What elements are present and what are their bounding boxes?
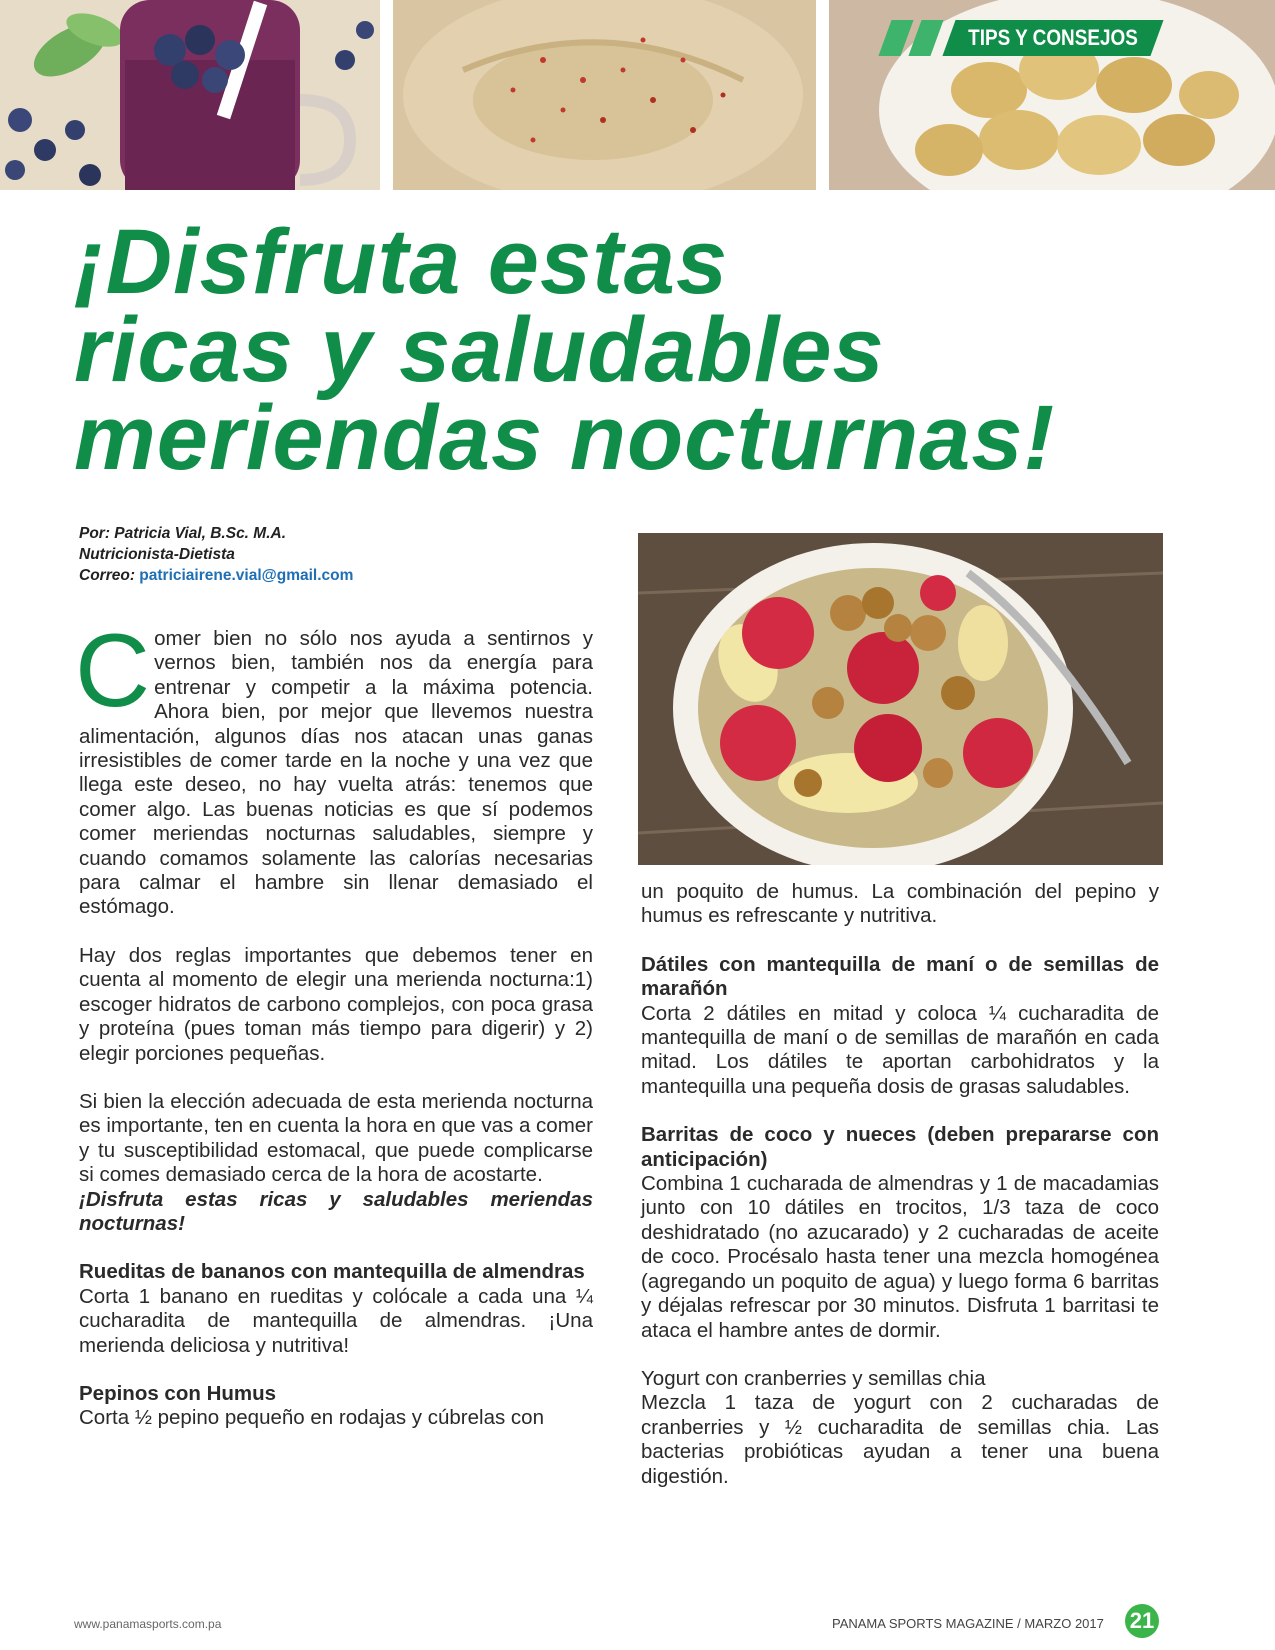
drop-cap: C	[75, 613, 151, 729]
page-number: 21	[1125, 1604, 1159, 1638]
left-column	[75, 613, 593, 1455]
headline	[74, 211, 1264, 489]
section-tab-label: TIPS Y CONSEJOS	[968, 25, 1138, 50]
snack-item-continued: un poquito de humus. La combinación del pepino y humus es refrescante y nutritiva.	[641, 880, 1159, 928]
snack-item	[79, 1382, 593, 1431]
rules-paragraph: Hay dos reglas importantes que debemos tener en cuenta al momento de elegir una merienda nocturna:1) escoger hidratos de carbono complejos, con poca grasa y proteína (pues toman más tiempo para digerir) y 2) elegir porciones pequeñas.	[79, 943, 593, 1065]
author-role: Nutricionista-Dietista	[79, 546, 235, 563]
right-column	[641, 880, 1159, 1513]
timing-text: Si bien la elección adecuada de esta merienda nocturna es importante, ten en cuenta la hora en que vas a comer y tu susceptibilidad estomacal, que puede complicarse si comes demasiado cerca de la hora de acostarte.	[79, 1089, 593, 1187]
headline-line: meriendas nocturnas!	[74, 387, 1056, 489]
snack-text: Mezcla 1 taza de yogurt con 2 cucharadas de cranberries y ½ cucharadita de semillas chia. Las bacterias probióticas ayudan a tener una buena digestión.	[641, 1391, 1159, 1488]
snack-title: Pepinos con Humus	[79, 1381, 277, 1405]
intro-text: omer bien no sólo nos ayuda a sentirnos y vernos bien, también nos da energía para entrenar y competir a la máxima potencia. Ahora bien, por mejor que llevemos nuestra alimentación, algunos días nos atacan unas ganas irresistibles de comer tarde en la noche y una vez que llega este deseo, no hay vuelta atrás: tenemos que comer algo. Las buenas noticias es que sí podemos comer meriendas nocturnas saludables, siempre y cuando comamos solamente las calorías necesarias para calmar el hambre sin llenar demasiado el estómago.	[79, 627, 593, 919]
tab-stripe	[908, 20, 943, 56]
headline-line: ¡Disfruta estas	[74, 211, 729, 313]
snack-item	[641, 1367, 1159, 1489]
snack-text: Corta 1 banano en rueditas y colócale a cada una ¼ cucharadita de mantequilla de almendras. ¡Una merienda deliciosa y nutritiva!	[79, 1284, 593, 1357]
author-email-link[interactable]: patriciairene.vial@gmail.com	[139, 567, 354, 584]
intro-paragraph	[75, 613, 593, 920]
footer-publication: PANAMA SPORTS MAGAZINE / MARZO 2017	[832, 1616, 1104, 1631]
snack-item	[641, 953, 1159, 1099]
snack-text: Combina 1 cucharada de almendras y 1 de macadamias junto con 10 dátiles en trocitos, 1/3 taza de coco deshidratado (no azucarado) y 2 cucharadas de aceite de coco. Procésalo hasta tener una mezcla homogénea (agregando un poquito de agua) y luego forma 6 barritas y déjalas refrescar por 30 minutos. Disfruta 1 barritasi te ataca el hambre antes de dormir.	[641, 1172, 1159, 1342]
snack-title: Dátiles con mantequilla de maní o de semillas de marañón	[641, 952, 1159, 1001]
author-email-row	[79, 565, 579, 586]
timing-paragraph	[79, 1090, 593, 1236]
footer-website[interactable]: www.panamasports.com.pa	[74, 1617, 222, 1631]
snack-text: Corta ½ pepino pequeño en rodajas y cúbrelas con	[79, 1406, 544, 1430]
section-tab	[885, 20, 1275, 56]
snack-text: Corta 2 dátiles en mitad y coloca ¼ cucharadita de mantequilla de maní o de semillas de marañón en cada mitad. Los dátiles te aportan carbohidratos y la mantequilla una pequeña dosis de grasas saludables.	[641, 1001, 1159, 1098]
snack-title: Yogurt con cranberries y semillas chia	[641, 1366, 986, 1390]
byline	[79, 523, 579, 586]
snack-item	[79, 1260, 593, 1358]
snack-title: Rueditas de bananos con mantequilla de almendras	[79, 1260, 585, 1284]
author-name: Por: Patricia Vial, B.Sc. M.A.	[79, 525, 287, 542]
snack-title: Barritas de coco y nueces (deben prepararse con anticipación)	[641, 1123, 1159, 1171]
hummus-photo	[393, 0, 816, 190]
blueberry-smoothie-photo	[0, 0, 380, 190]
oatmeal-bowl-photo	[638, 533, 1163, 865]
headline-line: ricas y saludables	[74, 299, 885, 401]
snack-item	[641, 1123, 1159, 1343]
closing-line: ¡Disfruta estas ricas y saludables meriendas nocturnas!	[79, 1187, 593, 1235]
email-label: Correo:	[79, 567, 135, 584]
